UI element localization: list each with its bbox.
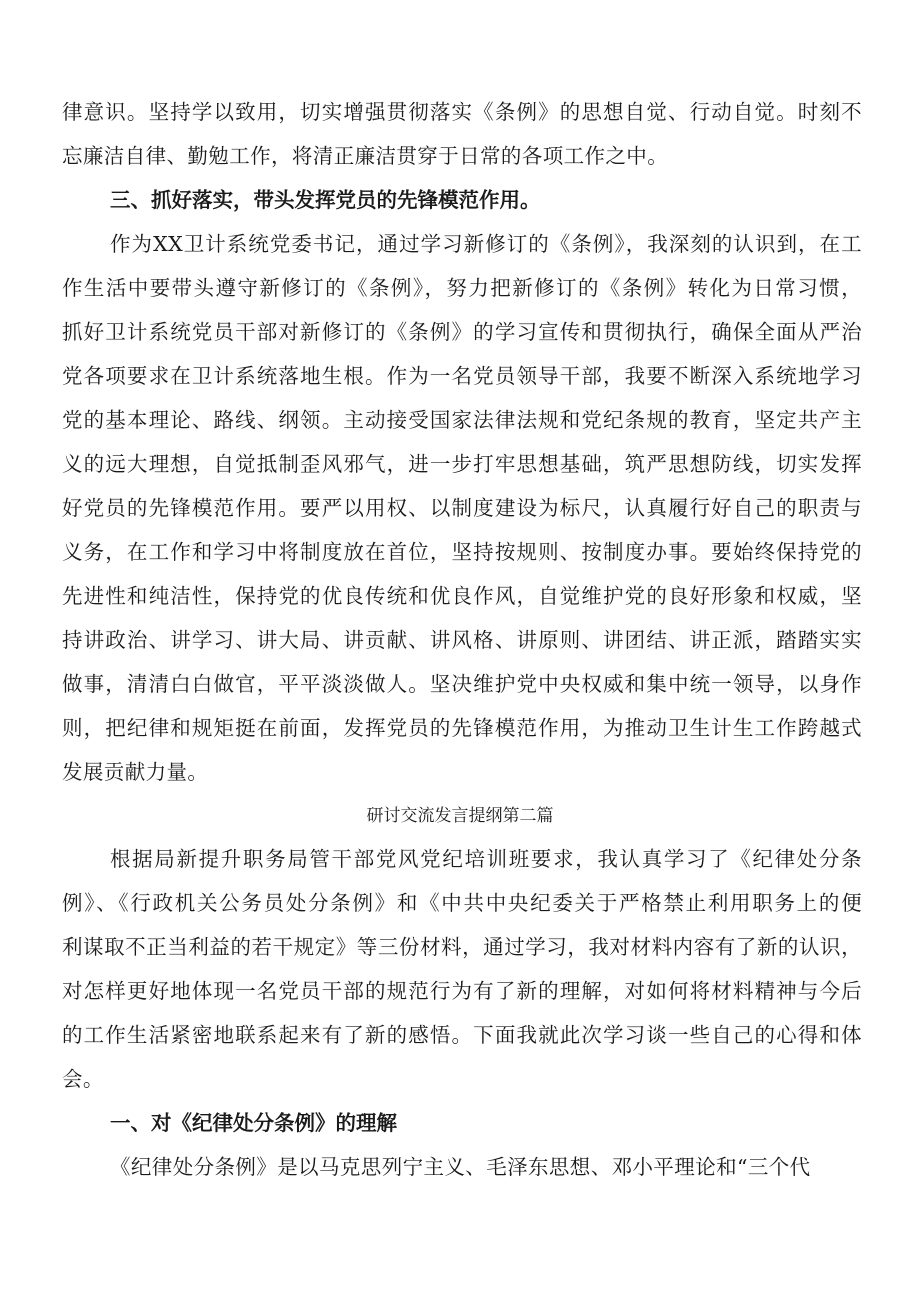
paragraph-line: 律意识。坚持学以致用，切实增强贯彻落实《条例》的思想自觉、行动自觉。时刻不: [62, 100, 862, 124]
paragraph-line: 先进性和纯洁性，保持党的优良传统和优良作风，自觉维护党的良好形象和权威，坚: [62, 584, 862, 608]
paragraph-line: 根据局新提升职务局管干部党风党纪培训班要求，我认真学习了《纪律处分条: [110, 847, 862, 871]
section-heading-one: 一、对《纪律处分条例》的理解: [110, 1111, 397, 1135]
paragraph-line: 作为XX卫计系统党委书记，通过学习新修订的《条例》，我深刻的认识到，在工: [110, 232, 862, 256]
paragraph-line: 对怎样更好地体现一名党员干部的规范行为有了新的理解，对如何将材料精神与今后: [62, 979, 862, 1003]
paragraph-line: 做事，清清白白做官，平平淡淡做人。坚决维护党中央权威和集中统一领导，以身作: [62, 672, 862, 696]
paragraph-line: 作生活中要带头遵守新修订的《条例》，努力把新修订的《条例》转化为日常习惯，: [62, 276, 862, 300]
paragraph-line: 则，把纪律和规矩挺在前面，发挥党员的先锋模范作用，为推动卫生计生工作跨越式: [62, 716, 862, 740]
paragraph-line: 利谋取不正当利益的若干规定》等三份材料，通过学习，我对材料内容有了新的认识，: [62, 935, 862, 959]
paragraph-line: 抓好卫计系统党员干部对新修订的《条例》的学习宣传和贯彻执行，确保全面从严治: [62, 320, 862, 344]
paragraph-line: 党的基本理论、路线、纲领。主动接受国家法律法规和党纪条规的教育，坚定共产主: [62, 408, 862, 432]
paragraph-line: 《纪律处分条例》是以马克思列宁主义、毛泽东思想、邓小平理论和“三个代: [110, 1155, 811, 1179]
section-heading-three: 三、抓好落实，带头发挥党员的先锋模范作用。: [110, 188, 541, 212]
paragraph-line: 持讲政治、讲学习、讲大局、讲贡献、讲风格、讲原则、讲团结、讲正派，踏踏实实: [62, 628, 862, 652]
paragraph-line: 发展贡献力量。: [62, 760, 209, 784]
paragraph-line: 义的远大理想，自觉抵制歪风邪气，进一步打牢思想基础，筑严思想防线，切实发挥: [62, 452, 862, 476]
paragraph-line: 忘廉洁自律、勤勉工作，将清正廉洁贯穿于日常的各项工作之中。: [62, 144, 669, 168]
paragraph-line: 会。: [62, 1067, 104, 1091]
paragraph-line: 好党员的先锋模范作用。要严以用权、以制度建设为标尺，认真履行好自己的职责与: [62, 496, 862, 520]
paragraph-line: 的工作生活紧密地联系起来有了新的感悟。下面我就此次学习谈一些自己的心得和体: [62, 1023, 862, 1047]
paragraph-line: 义务，在工作和学习中将制度放在首位，坚持按规则、按制度办事。要始终保持党的: [62, 540, 862, 564]
paragraph-line: 党各项要求在卫计系统落地生根。作为一名党员领导干部，我要不断深入系统地学习: [62, 364, 862, 388]
part-two-title: 研讨交流发言提纲第二篇: [366, 806, 554, 826]
paragraph-line: 例》、《行政机关公务员处分条例》和《中共中央纪委关于严格禁止利用职务上的便: [62, 891, 862, 915]
